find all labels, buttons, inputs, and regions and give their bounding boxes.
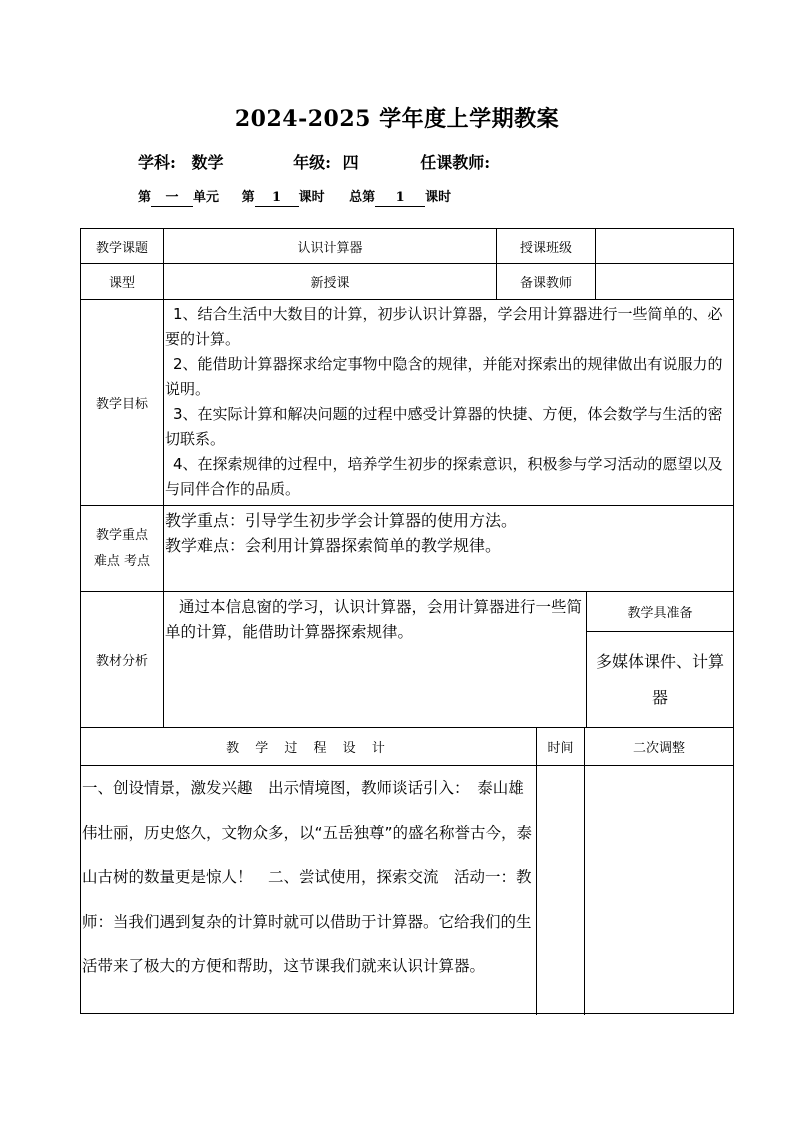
- topic-label: 教学课题: [95, 240, 148, 256]
- prep-teacher-label: 备课教师: [519, 276, 572, 291]
- teacher-label: 任课教师:: [420, 153, 491, 172]
- row-divider: [81, 505, 733, 506]
- tools-value: 多媒体课件、计算器: [595, 651, 724, 707]
- process-text: 一、创设情景，激发兴趣 出示情境图，教师谈话引入： 泰山雄伟壮丽，历史悠久，文物众多，以“五岳独尊”的盛名称誉古今，泰山古树的数量更是惊人！ 二、尝试使用，探索交流 活动一：教师：当我们遇到复杂的计算时就可以借助于计算器。它给我们的生活带来了极大的方便和帮助，这节课我们就来认识计算器。: [82, 779, 533, 975]
- total-value: 1: [375, 190, 425, 207]
- material-label: 教材分析: [95, 654, 148, 669]
- row-divider: [81, 299, 733, 300]
- page-title: 2024-2025 学年度上学期教案: [234, 106, 560, 132]
- key-label-1: 教学重点: [95, 527, 148, 543]
- total-prefix: 总第: [349, 190, 376, 205]
- col-divider: [163, 229, 164, 727]
- material-text: 通过本信息窗的学习，认识计算器，会用计算器进行一些简单的计算，能借助计算器探索规律。: [165, 598, 583, 641]
- key-point: 教学重点：引导学生初步学会计算器的使用方法。: [165, 511, 518, 530]
- process-label: 教 学 过 程 设 计: [226, 741, 391, 756]
- tools-label: 教学具准备: [627, 606, 693, 621]
- meta-line: [138, 150, 490, 173]
- key-label-2: 难点 考点: [93, 553, 151, 569]
- type-label: 课型: [108, 276, 135, 291]
- lesson-suffix: 课时: [298, 190, 325, 205]
- col-divider: [595, 229, 596, 299]
- goals-label: 教学目标: [95, 397, 148, 412]
- lesson-prefix: 第: [241, 190, 255, 205]
- adjust-label: 二次调整: [632, 741, 685, 756]
- difficult-point: 教学难点：会利用计算器探索简单的教学规律。: [165, 536, 502, 555]
- goal-item: 4、在探索规律的过程中，培养学生初步的探索意识，积极参与学习活动的愿望以及与同伴合作的品质。: [165, 455, 723, 498]
- unit-value: 一: [151, 190, 193, 207]
- key-points-label: [81, 506, 163, 591]
- key-points-content: [165, 508, 725, 558]
- grade-label: 年级:: [293, 153, 332, 172]
- total-suffix: 课时: [425, 190, 452, 205]
- unit-prefix: 第: [138, 190, 152, 205]
- type-value: 新授课: [310, 276, 350, 291]
- unit-suffix: 单元: [193, 190, 220, 205]
- col-divider: [584, 727, 585, 1015]
- goal-item: 1、结合生活中大数目的计算，初步认识计算器，学会用计算器进行一些简单的、必要的计算。: [165, 305, 723, 348]
- unit-line: [138, 186, 451, 207]
- subject-value: 数学: [191, 153, 224, 172]
- topic-value: 认识计算器: [297, 240, 363, 256]
- time-label: 时间: [547, 741, 574, 756]
- class-label: 授课班级: [519, 240, 572, 256]
- goals-list: [165, 302, 735, 502]
- grade-value: 四: [342, 153, 359, 172]
- col-divider: [536, 727, 537, 1015]
- lesson-value: 1: [255, 190, 299, 207]
- goal-item: 3、在实际计算和解决问题的过程中感受计算器的快捷、方便，体会数学与生活的密切联系。: [165, 405, 723, 448]
- lesson-plan-table: [80, 228, 734, 1014]
- goal-item: 2、能借助计算器探求给定事物中隐含的规律，并能对探索出的规律做出有说服力的说明。: [165, 355, 723, 398]
- subject-label: 学科:: [138, 153, 176, 172]
